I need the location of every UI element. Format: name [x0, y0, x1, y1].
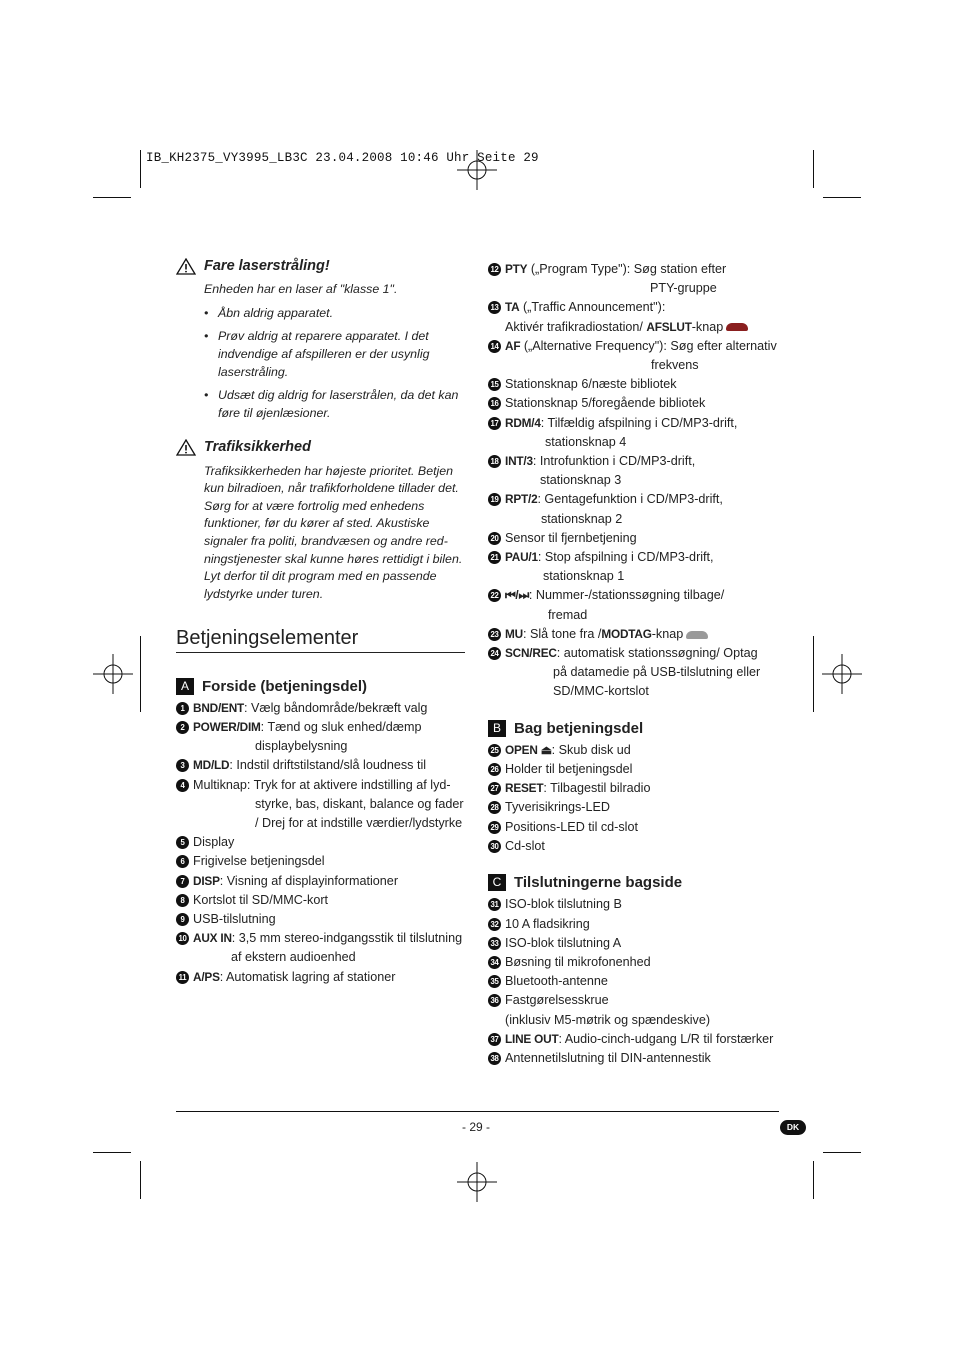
- list-item: 18 INT/3: Introfunktion i CD/MP3-drift, stationsknap 3: [488, 452, 788, 490]
- list-item: 13 TA („Traffic Announcement"): Aktivér trafikradiostation/ AFSLUT-knap: [488, 298, 788, 336]
- list-item: 7 DISP: Visning af displayinformationer: [176, 872, 466, 891]
- list-item: 20 Sensor til fjernbetjening: [488, 529, 788, 548]
- item-number: 26: [488, 763, 501, 776]
- item-number: 20: [488, 532, 501, 545]
- list-item: 26 Holder til betjeningsdel: [488, 760, 788, 779]
- item-number: 38: [488, 1052, 501, 1065]
- item-number: 22: [488, 589, 501, 602]
- traffic-warning-title: Trafiksikkerhed: [204, 439, 311, 456]
- crop-mark: [813, 636, 814, 712]
- item-number: 31: [488, 898, 501, 911]
- list-item: 34 Bøsning til mikrofonenhed: [488, 953, 788, 972]
- list-item: 19 RPT/2: Gentagefunktion i CD/MP3-drift, stationsknap 2: [488, 490, 788, 528]
- laser-warning-intro: Enheden har en laser af "klasse 1".: [204, 282, 398, 297]
- registration-mark-icon: [93, 654, 133, 694]
- language-badge: DK: [780, 1120, 806, 1135]
- crop-mark: [93, 1152, 131, 1153]
- item-number: 3: [176, 759, 189, 772]
- item-number: 4: [176, 779, 189, 792]
- connections-title: Tilslutningerne bagside: [514, 874, 683, 892]
- list-item: 12 PTY („Program Type"): Søg station efter PTY-gruppe: [488, 260, 788, 298]
- crop-mark: [93, 197, 131, 198]
- item-number: 34: [488, 956, 501, 969]
- registration-mark-icon: [822, 654, 862, 694]
- list-item: 11 A/PS: Automatisk lagring af stationer: [176, 968, 466, 987]
- front-item-list: [176, 699, 466, 987]
- list-item: 15 Stationsknap 6/næste bibliotek: [488, 375, 788, 394]
- connections-item-list: [488, 895, 788, 1068]
- list-item: 33 ISO-blok tilslutning A: [488, 934, 788, 953]
- registration-mark-icon: [457, 1162, 497, 1202]
- laser-warning-title: Fare laserstråling!: [204, 258, 330, 274]
- crop-mark: [140, 1161, 141, 1199]
- list-item: 31 ISO-blok tilslutning B: [488, 895, 788, 914]
- list-item: 23 MU: Slå tone fra /MODTAG-knap: [488, 625, 788, 644]
- item-number: 17: [488, 417, 501, 430]
- list-item: 5 Display: [176, 833, 466, 852]
- crop-mark: [140, 150, 141, 188]
- crop-mark: [813, 1161, 814, 1199]
- list-item: • Åbn aldrig apparatet.: [204, 305, 466, 323]
- list-item: 27 RESET: Tilbagestil bilradio: [488, 779, 788, 798]
- print-slug-line: IB_KH2375_VY3995_LB3C 23.04.2008 10:46 Uhr Seite 29: [146, 151, 539, 165]
- list-item: 35 Bluetooth-antenne: [488, 972, 788, 991]
- laser-warning-list: [204, 305, 466, 423]
- traffic-warning-body: Trafiksikkerheden har højeste prioritet. Betjen kun bilradioen, når trafikforholdene tillader det. Sørg for at være fortrolig med enhedens funktioner, før du kører af sted. Akustiske signaler fra politi, brandvæsen og andre red-ningstjenester skal kunne høres rettidigt i bilen. Lyt derfor til dit program med en passende lydstyrke under turen.: [204, 463, 463, 601]
- warning-triangle-icon: [176, 439, 196, 456]
- item-number: 10: [176, 932, 189, 945]
- item-number: 24: [488, 647, 501, 660]
- crop-mark: [140, 636, 141, 712]
- crop-mark: [813, 150, 814, 188]
- item-number: 37: [488, 1033, 501, 1046]
- phone-hangup-icon: [726, 323, 748, 331]
- list-item: 14 AF („Alternative Frequency"): Søg efter alternativ frekvens: [488, 337, 788, 375]
- item-number: 19: [488, 493, 501, 506]
- list-item: 10 AUX IN: 3,5 mm stereo-indgangsstik til tilslutning af ekstern audioenhed: [176, 929, 466, 967]
- item-number: 6: [176, 855, 189, 868]
- page-number: - 29 -: [461, 1120, 490, 1134]
- item-number: 30: [488, 840, 501, 853]
- item-number: 21: [488, 551, 501, 564]
- list-item: 25 OPEN ⏏: Skub disk ud: [488, 741, 788, 760]
- item-number: 27: [488, 782, 501, 795]
- front-heading: [176, 677, 466, 696]
- list-item: 2 POWER/DIM: Tænd og sluk enhed/dæmp displaybelysning: [176, 718, 466, 756]
- item-number: 32: [488, 918, 501, 931]
- item-number: 29: [488, 821, 501, 834]
- list-item: • Udsæt dig aldrig for laserstrålen, da det kan føre til øjenlæsioner.: [204, 387, 466, 422]
- item-number: 18: [488, 455, 501, 468]
- laser-warning-body: [204, 281, 466, 422]
- list-item: 36 Fastgørelsesskrue (inklusiv M5-møtrik og spændeskive): [488, 991, 788, 1029]
- item-number: 16: [488, 397, 501, 410]
- section-badge: A: [176, 678, 194, 695]
- list-item: 32 10 A fladsikring: [488, 915, 788, 934]
- list-item: 8 Kortslot til SD/MMC-kort: [176, 891, 466, 910]
- front-title: Forside (betjeningsdel): [202, 677, 368, 695]
- item-number: 13: [488, 301, 501, 314]
- crop-mark: [823, 197, 861, 198]
- section-title: Betjeningselementer: [176, 629, 465, 652]
- item-number: 8: [176, 894, 189, 907]
- item-number: 7: [176, 875, 189, 888]
- item-number: 35: [488, 975, 501, 988]
- list-item: 37 LINE OUT: Audio-cinch-udgang L/R til forstærker: [488, 1030, 788, 1049]
- list-item: 3 MD/LD: Indstil driftstilstand/slå loudness til: [176, 756, 466, 775]
- list-item: 1 BND/ENT: Vælg båndområde/bekræft valg: [176, 699, 466, 718]
- back-item-list: [488, 741, 788, 856]
- list-item: 6 Frigivelse betjeningsdel: [176, 852, 466, 871]
- front-item-list-continued: [488, 260, 788, 702]
- item-number: 11: [176, 971, 189, 984]
- item-number: 5: [176, 836, 189, 849]
- back-title: Bag betjeningsdel: [514, 719, 644, 737]
- list-item: 24 SCN/REC: automatisk stationssøgning/ Optag på datamedie på USB-tilslutning eller SD/MMC-kortslot: [488, 644, 788, 702]
- item-number: 14: [488, 340, 501, 353]
- item-number: 33: [488, 937, 501, 950]
- back-heading: [488, 719, 788, 738]
- list-item: 4 Multiknap: Tryk for at aktivere indstilling af lyd- styrke, bas, diskant, balance og fader / Drej for at indstille værdier/lydstyrke: [176, 776, 466, 834]
- list-item: 38 Antennetilslutning til DIN-antennestik: [488, 1049, 788, 1068]
- section-badge: B: [488, 720, 506, 737]
- item-number: 9: [176, 913, 189, 926]
- list-item: 9 USB-tilslutning: [176, 910, 466, 929]
- left-column: [176, 257, 466, 987]
- item-number: 1: [176, 702, 189, 715]
- registration-mark-icon: [457, 150, 497, 190]
- list-item: 30 Cd-slot: [488, 837, 788, 856]
- list-item: 21 PAU/1: Stop afspilning i CD/MP3-drift, stationsknap 1: [488, 548, 788, 586]
- list-item: 28 Tyverisikrings-LED: [488, 798, 788, 817]
- phone-pickup-icon: [686, 631, 708, 639]
- item-number: 12: [488, 263, 501, 276]
- list-item: 29 Positions-LED til cd-slot: [488, 818, 788, 837]
- connections-heading: [488, 873, 788, 892]
- item-number: 23: [488, 628, 501, 641]
- crop-mark: [823, 1152, 861, 1153]
- item-number: 2: [176, 721, 189, 734]
- footer-rule: [176, 1111, 779, 1112]
- item-number: 28: [488, 801, 501, 814]
- item-number: 15: [488, 378, 501, 391]
- item-number: 25: [488, 744, 501, 757]
- item-number: 36: [488, 994, 501, 1007]
- right-column: [488, 260, 788, 1068]
- laser-warning-heading: [176, 257, 466, 276]
- warning-triangle-icon: [176, 258, 196, 275]
- list-item: 16 Stationsknap 5/foregående bibliotek: [488, 394, 788, 413]
- list-item: 22 ⏮/⏭: Nummer-/stationssøgning tilbage/ fremad: [488, 586, 788, 624]
- traffic-warning-heading: [176, 438, 466, 457]
- list-item: • Prøv aldrig at reparere apparatet. I det indvendige af afspilleren er der usynlig laserstråling.: [204, 328, 466, 381]
- list-item: 17 RDM/4: Tilfældig afspilning i CD/MP3-drift, stationsknap 4: [488, 414, 788, 452]
- section-badge: C: [488, 874, 506, 891]
